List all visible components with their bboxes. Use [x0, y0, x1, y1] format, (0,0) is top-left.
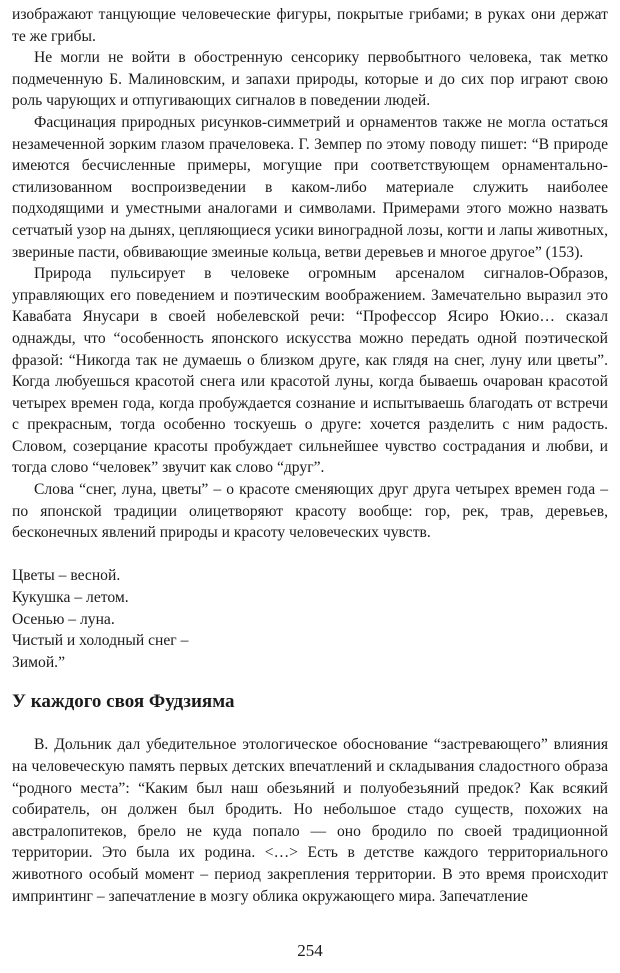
page-body — [12, 4, 608, 907]
paragraph-1: изображают танцующие человеческие фигуры, покрытые грибами; в руках они держат те же грибы. — [12, 6, 608, 45]
paragraph-4: Природа пульсирует в человеке огромным арсеналом сигналов-Образов, управляющих его поведением и поэтическим воображением. Замечательно выразил это Кавабата Янусари в своей нобелевской речи: “Профессор Ясиро Юкио… сказал однажды, что “особенность японского искусства можно передать одной поэтической фразой: “Никогда так не думаешь о близком друге, как глядя на снег, луну или цветы”. Когда любуешься красотой снега или красотой луны, когда бываешь очарован красотой четырех времен года, когда пробуждается сознание и испытываешь благодать от встречи с прекрасным, тогда особенно тоскуешь о друге: хочется разделить с ним радость. Словом, созерцание красоты пробуждает сильнейшее чувство сострадания и любви, и тогда слово “человек” звучит как слово “друг”. — [12, 265, 608, 477]
poem-line-4: Чистый и холодный снег – — [12, 632, 189, 650]
poem-line-3: Осенью – луна. — [12, 610, 115, 628]
paragraph-3: Фасцинация природных рисунков-симметрий и орнаментов также не могла остаться незамеченной зорким глазом прачеловека. Г. Земпер по этому поводу пишет: “В природе имеются бесчисленные примеры, могущие при соответствующем орнаментально-стилизованном воспроизведении в каком-либо материале служить наиболее подходящими и уместными аналогами и символами. Примерами этого можно назвать сетчатый узор на дынях, цепляющиеся усики виноградной лозы, когти и лапы животных, звериные пасти, обвивающие змеиные кольца, ветви деревьев и многое другое” (153). — [12, 113, 608, 261]
poem-line-1: Цветы – весной. — [12, 567, 121, 585]
poem-line-5: Зимой.” — [12, 653, 65, 671]
paragraph-6: В. Дольник дал убедительное этологическое обоснование “застревающего” влияния на человеческую память первых детских впечатлений и складывания сладостного образа “родного места”: “Каким был наш обезьяний и полуобезьяний предок? Как всякий собиратель, он должен был бродить. Но небольшое стадо существ, похожих на австралопитеков, брело не куда попало — оно бродило по своей традиционной территории. Это была их родина. <…> Есть в детстве каждого территориального животного особый момент – период закрепления территории. В это время происходит импринтинг – запечатление в мозгу облика окружающего мира. Запечатление — [12, 736, 608, 905]
poem-line-2: Кукушка – летом. — [12, 589, 129, 607]
paragraph-2: Не могли не войти в обостренную сенсорику первобытного человека, так метко подмеченную Б. Малиновским, и запахи природы, которые и до сих пор играют свою роль чарующих и отпугивающих сигналов в поведении людей. — [12, 49, 608, 110]
page-number: 254 — [297, 941, 323, 960]
poem — [12, 565, 608, 673]
section-heading: У каждого своя Фудзияма — [12, 691, 235, 713]
paragraph-5: Слова “снег, луна, цветы” – о красоте сменяющих друг друга четырех времен года – по японской традиции олицетворяют красоту вообще: гор, рек, трав, деревьев, бесконечных явлений природы и красоту человеческих чувств. — [12, 481, 608, 542]
